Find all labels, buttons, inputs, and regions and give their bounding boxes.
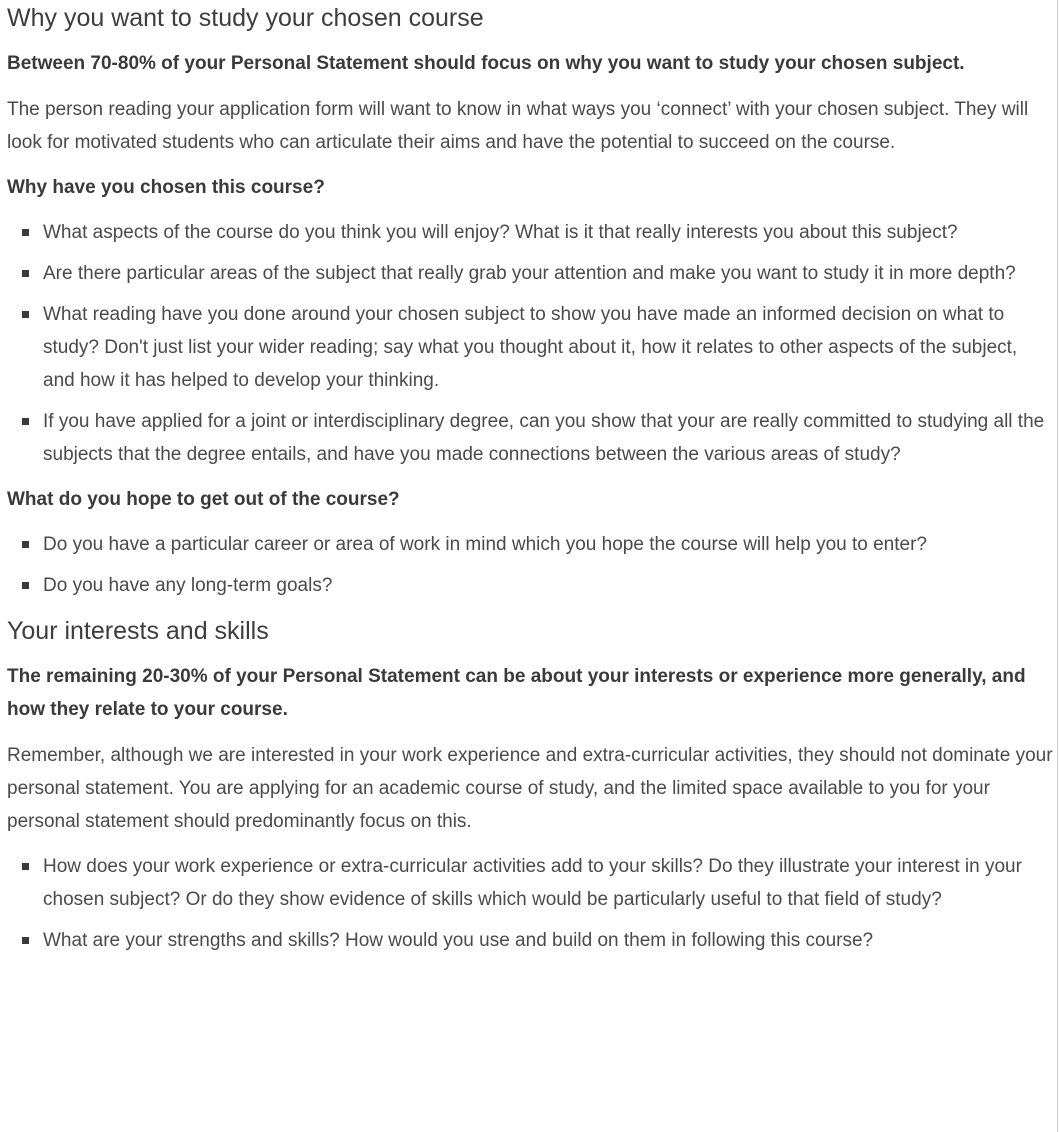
list-item-text: Are there particular areas of the subject that really grab your attention and make you want to study it in more depth? xyxy=(43,263,1016,284)
bullet-list-why-chosen xyxy=(7,216,1053,471)
bullet-icon xyxy=(22,937,29,944)
list-item xyxy=(7,528,1053,561)
list-item-text: What reading have you done around your chosen subject to show you have made an informed decision on what to study? Don't just list your wider reading; say what you thought about it, how it relates to other aspects of the subject, and how it has helped to develop your thinking. xyxy=(43,304,1018,391)
list-item xyxy=(7,405,1053,471)
bullet-icon xyxy=(22,541,29,548)
bullet-icon xyxy=(22,418,29,425)
bullet-icon xyxy=(22,229,29,236)
list-item xyxy=(7,850,1053,916)
bullet-list-interests-skills xyxy=(7,850,1053,957)
section-heading-interests-skills: Your interests and skills xyxy=(7,617,269,645)
bullet-icon xyxy=(22,270,29,277)
section-body: The person reading your application form will want to know in what ways you ‘connect’ with your chosen subject. They will look for motivated students who can articulate their aims and have the potential to succeed on the course. xyxy=(7,99,1029,153)
list-item-text: What aspects of the course do you think you will enjoy? What is it that really interests you about this subject? xyxy=(43,222,958,243)
section-lead: Between 70-80% of your Personal Statement should focus on why you want to study your chosen subject. xyxy=(7,53,965,74)
list-item xyxy=(7,298,1053,397)
list-item xyxy=(7,924,1053,957)
subheading-why-chosen: Why have you chosen this course? xyxy=(7,177,325,198)
list-item xyxy=(7,569,1053,602)
bullet-icon xyxy=(22,311,29,318)
subheading-hope-to-get: What do you hope to get out of the course? xyxy=(7,489,400,510)
list-item xyxy=(7,216,1053,249)
section-heading-why-study: Why you want to study your chosen course xyxy=(7,4,484,32)
bullet-icon xyxy=(22,582,29,589)
bullet-icon xyxy=(22,863,29,870)
section-lead: The remaining 20-30% of your Personal Statement can be about your interests or experience more generally, and how they relate to your course. xyxy=(7,666,1026,720)
list-item-text: Do you have any long-term goals? xyxy=(43,575,333,596)
article-content xyxy=(7,0,1053,965)
list-item-text: If you have applied for a joint or interdisciplinary degree, can you show that your are really committed to studying all the subjects that the degree entails, and have you made connections between the various areas of study? xyxy=(43,411,1045,465)
section-body: Remember, although we are interested in your work experience and extra-curricular activities, they should not dominate your personal statement. You are applying for an academic course of study, and the limited space available to you for your personal statement should predominantly focus on this. xyxy=(7,745,1053,832)
list-item-text: Do you have a particular career or area of work in mind which you hope the course will help you to enter? xyxy=(43,534,927,555)
list-item xyxy=(7,257,1053,290)
list-item-text: What are your strengths and skills? How would you use and build on them in following this course? xyxy=(43,930,874,951)
list-item-text: How does your work experience or extra-curricular activities add to your skills? Do they illustrate your interest in your chosen subject? Or do they show evidence of skills which would be particularly useful to that field of study? xyxy=(43,856,1022,910)
bullet-list-hope-to-get xyxy=(7,528,1053,602)
content-border xyxy=(1057,0,1058,1132)
